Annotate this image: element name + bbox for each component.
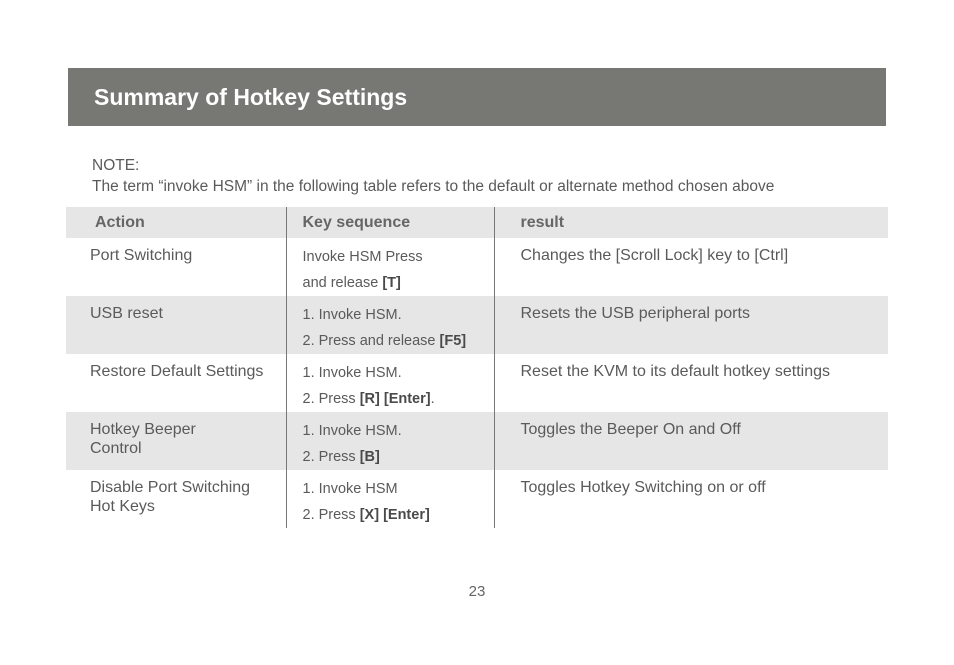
note-label: NOTE: <box>92 157 140 174</box>
table-row <box>66 296 888 354</box>
result-cell: Reset the KVM to its default hotkey settings <box>494 354 888 412</box>
action-cell: Disable Port Switching Hot Keys <box>90 479 251 515</box>
table-row <box>66 354 888 412</box>
header-key-sequence: Key sequence <box>286 207 494 238</box>
header-action: Action <box>66 207 286 238</box>
table-row <box>66 238 888 296</box>
page-number: 23 <box>468 583 486 600</box>
result-cell: Toggles Hotkey Switching on or off <box>494 470 888 528</box>
table-row <box>66 470 888 528</box>
key-sequence-cell: 1. Invoke HSM. 2. Press and release [F5] <box>286 296 494 354</box>
title-bar <box>68 68 886 126</box>
result-cell: Toggles the Beeper On and Off <box>494 412 888 470</box>
note-text: The term “invoke HSM” in the following table refers to the default or alternate method chosen above <box>92 178 775 195</box>
header-result: result <box>494 207 888 238</box>
table-row <box>66 412 888 470</box>
page-title: Summary of Hotkey Settings <box>94 84 408 110</box>
action-cell: Port Switching <box>90 247 193 264</box>
key-sequence-cell: 1. Invoke HSM 2. Press [X] [Enter] <box>286 470 494 528</box>
hotkey-table <box>66 207 888 528</box>
result-cell: Changes the [Scroll Lock] key to [Ctrl] <box>494 238 888 296</box>
action-cell: USB reset <box>66 296 286 354</box>
table-header-row <box>66 207 888 238</box>
action-cell: Hotkey Beeper Control <box>66 412 286 470</box>
note-block <box>92 155 882 197</box>
key-sequence-cell: 1. Invoke HSM. 2. Press [R] [Enter]. <box>286 354 494 412</box>
result-cell: Resets the USB peripheral ports <box>494 296 888 354</box>
key-sequence-cell: 1. Invoke HSM. 2. Press [B] <box>286 412 494 470</box>
action-cell: Restore Default Settings <box>90 363 264 380</box>
key-sequence-cell: Invoke HSM Press and release [T] <box>286 238 494 296</box>
